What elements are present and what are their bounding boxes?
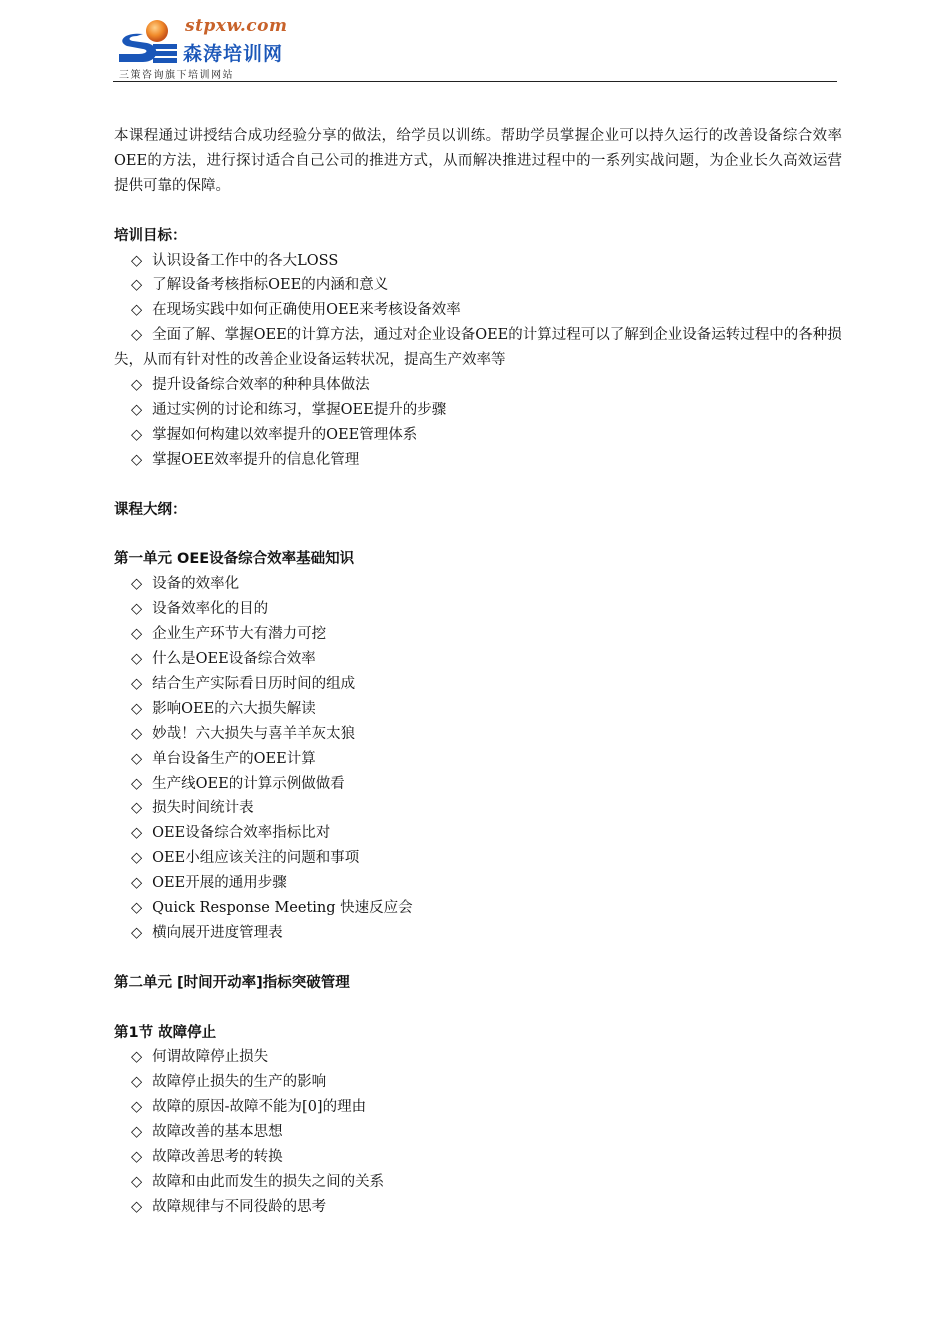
list-item: ◇ OEE小组应该关注的问题和事项 [131, 850, 360, 867]
list-item: ◇ 提升设备综合效率的种种具体做法 [131, 377, 370, 394]
unit2-heading: 第二单元 [时间开动率]指标突破管理 [114, 974, 350, 991]
unit1-heading: 第一单元 OEE设备综合效率基础知识 [114, 551, 355, 568]
list-item: ◇ 妙哉！六大损失与喜羊羊灰太狼 [131, 725, 356, 742]
list-item: ◇ 故障改善思考的转换 [131, 1149, 283, 1166]
spacer [114, 946, 842, 971]
list-item: ◇ 生产线OEE的计算示例做做看 [131, 775, 345, 792]
spacer [114, 199, 842, 224]
site-tagline: 三策咨询旗下培训网站 [119, 70, 234, 81]
site-name: 森涛培训网 [183, 43, 284, 65]
list-item: ◇ 企业生产环节大有潜力可挖 [131, 626, 327, 643]
list-item: ◇ 横向展开进度管理表 [131, 924, 283, 941]
section1-list [114, 1045, 842, 1219]
list-item: ◇ 故障改善的基本思想 [131, 1124, 283, 1141]
list-item: ◇ OEE开展的通用步骤 [131, 875, 287, 892]
list-item: ◇ 设备的效率化 [131, 576, 240, 593]
list-item: ◇ 故障的原因-故障不能为[0]的理由 [131, 1099, 367, 1116]
list-item: ◇ 故障规律与不同役龄的思考 [131, 1198, 327, 1215]
list-item: ◇ 故障和由此而发生的损失之间的关系 [131, 1173, 385, 1190]
list-item: ◇ Quick Response Meeting 快速反应会 [131, 900, 413, 917]
section1-heading: 第1节 故障停止 [114, 1024, 217, 1041]
spacer [114, 473, 842, 498]
goals-list [114, 249, 842, 473]
list-item: ◇ 掌握OEE效率提升的信息化管理 [131, 451, 360, 468]
outline-heading: 课程大纲： [114, 501, 187, 518]
list-item: ◇ 影响OEE的六大损失解读 [131, 700, 316, 717]
goals-heading: 培训目标： [114, 227, 187, 244]
site-url[interactable]: stpxw.com [185, 16, 288, 36]
unit1-list [114, 572, 842, 946]
site-header [113, 14, 837, 84]
spacer [114, 996, 842, 1021]
list-item: ◇ 了解设备考核指标OEE的内涵和意义 [131, 277, 389, 294]
intro-paragraph: 本课程通过讲授结合成功经验分享的做法，给学员以训练。帮助学员掌握企业可以持久运行的改善设备综合效率OEE的方法，进行探讨适合自己公司的推进方式，从而解决推进过程中的一系列实战问题，为企业长久高效运营提供可靠的保障。 [114, 128, 842, 194]
list-item: ◇ 在现场实践中如何正确使用OEE来考核设备效率 [131, 302, 461, 319]
list-item: ◇ 结合生产实际看日历时间的组成 [131, 675, 356, 692]
list-item: ◇ 全面了解、掌握OEE的计算方法，通过对企业设备OEE的计算过程可以了解到企业设备运转过程中的各种损失，从而有针对性的改善企业设备运转状况，提高生产效率等 [114, 327, 842, 369]
header-divider [113, 81, 837, 82]
list-item: ◇ 损失时间统计表 [131, 800, 254, 817]
document-body [114, 124, 842, 1220]
list-item: ◇ 认识设备工作中的各大LOSS [131, 252, 339, 269]
list-item: ◇ 何谓故障停止损失 [131, 1049, 269, 1066]
logo-icon [113, 14, 185, 70]
list-item: ◇ 掌握如何构建以效率提升的OEE管理体系 [131, 426, 418, 443]
list-item: ◇ 故障停止损失的生产的影响 [131, 1074, 327, 1091]
list-item: ◇ 单台设备生产的OEE计算 [131, 750, 316, 767]
list-item: ◇ 通过实例的讨论和练习，掌握OEE提升的步骤 [131, 401, 447, 418]
list-item: ◇ 设备效率化的目的 [131, 601, 269, 618]
spacer [114, 522, 842, 547]
list-item: ◇ OEE设备综合效率指标比对 [131, 825, 331, 842]
list-item: ◇ 什么是OEE设备综合效率 [131, 650, 316, 667]
